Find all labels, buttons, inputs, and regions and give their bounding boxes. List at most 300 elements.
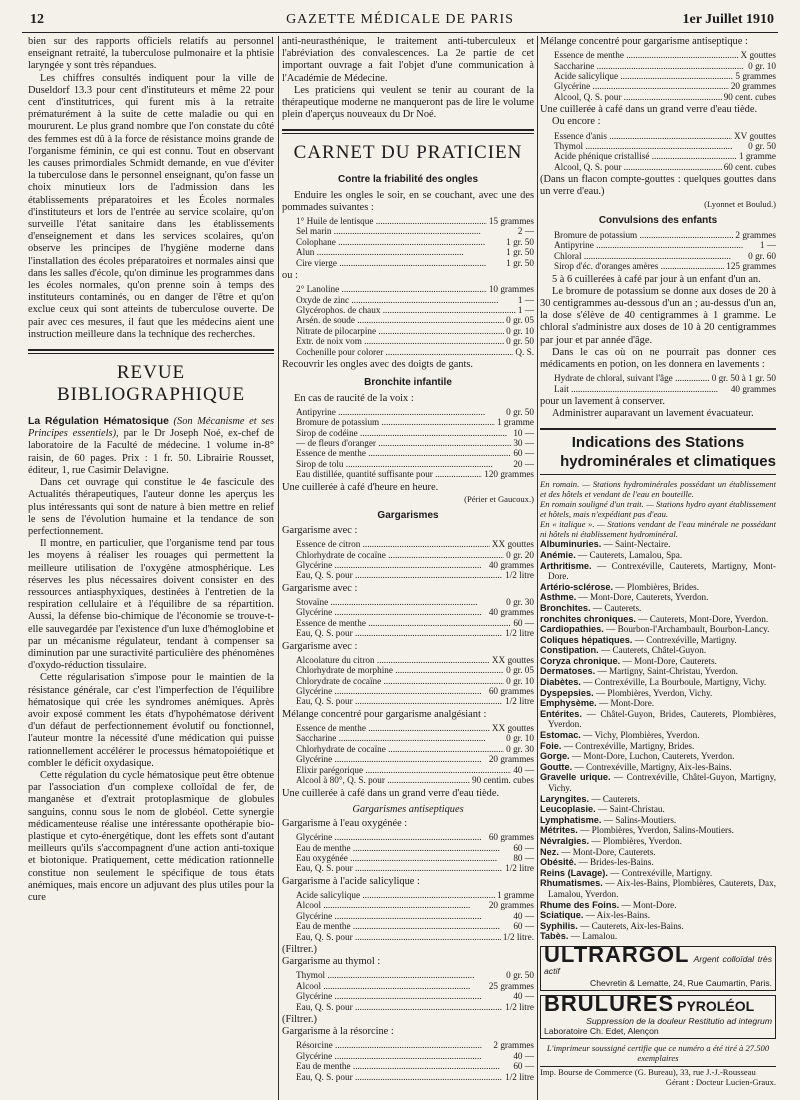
indication-item — [540, 666, 776, 677]
ad-name: BRULURES — [544, 991, 675, 1017]
ingredient: Chloral ..... — [554, 251, 746, 261]
formula-line — [296, 863, 534, 873]
formula — [554, 230, 776, 272]
column-divider — [537, 36, 538, 1100]
paragraph: Cette régularisation s'impose pour le maintien de la résistance générale, car c'est l'imperfection de l'équilibre hématosique qui crée les syndromes anémiques. Après avoir exposé comment les états d'hypohématose dérivent d'un défaut de perfectionnement évolutif ou fonctionnel, l'auteur montre la nécessité d'une médication qui puisse rationnellement accélérer le processus hématopoiétique et combler le déficit oxydasique. — [28, 672, 274, 769]
ingredient: Glycérine ..... — [296, 560, 487, 570]
indication-item — [540, 751, 776, 762]
article-reference: par le Dr Joseph Noé, ex-chef de laboratoire de la Faculté de médecine. 1 volume in-8° raisin, de 60 pages. Prix : 1 fr. 50. Librairie Rousset, éditeur, 1, rue Casimir Delavigne. — [28, 428, 274, 476]
indication-item — [540, 656, 776, 667]
indication-item — [540, 592, 776, 603]
indication-item — [540, 794, 776, 805]
indication-condition: Syphilis. — [540, 920, 578, 931]
printer-note: L'imprimeur soussigné certifie que ce numéro a été tiré à 27.500 exemplaires — [546, 1042, 770, 1063]
indication-condition: Lymphatisme. — [540, 814, 602, 825]
indication-stations: — Contrexéville, La Bourboule, Martigny, Vichy. — [583, 677, 767, 688]
indication-item — [540, 931, 776, 942]
formula-line — [296, 853, 534, 863]
quantity: 0 gr. 10 — [748, 60, 776, 71]
indication-item — [540, 730, 776, 741]
ingredient: Sirop de tolu ..... — [296, 459, 511, 469]
indication-stations: — Mont-Dore, Cauterets, Yverdon. — [578, 592, 709, 603]
formula — [554, 50, 776, 102]
carnet-title: CARNET DU PRATICIEN — [293, 142, 523, 164]
revue-title: REVUE BIBLIOGRAPHIQUE — [56, 362, 246, 406]
formula-line — [296, 1051, 534, 1061]
indication-stations: — Châtel-Guyon, Brides, Cauterets, Plombières, Yverdon. — [548, 708, 776, 730]
formula-line — [296, 696, 534, 706]
paragraph: Une cuillerée à café d'heure en heure. — [282, 481, 439, 493]
formula-line — [296, 284, 534, 294]
indication-stations: — Contrexéville, Châtel-Guyon, Martigny, Vichy. — [548, 772, 776, 793]
legend-line: En « italique ». — Stations vendant de l'eau minérale ne possédant ni hôtels ni établissement hydrominéral. — [540, 519, 776, 540]
indication-item — [540, 614, 776, 625]
quantity: 0 gr. 60 — [748, 250, 776, 261]
quantity: 0 gr. 30 — [506, 597, 534, 607]
paragraph: ou : — [282, 270, 298, 282]
indication-item — [540, 635, 776, 646]
indication-stations: — Saint-Christau. — [597, 804, 665, 815]
article-title: La Régulation Hématosique — [28, 416, 169, 428]
ingredient: Saccharine ..... — [296, 733, 504, 743]
quantity: 5 grammes — [735, 71, 776, 82]
ingredient: Chlorhydrate de morphine ..... — [296, 665, 504, 675]
indication-stations: — Martigny, Saint-Christau, Yverdon. — [597, 666, 738, 677]
formula-line — [296, 900, 534, 910]
indication-condition: Foie. — [540, 740, 562, 751]
ingredient: Glycérine ..... — [296, 991, 511, 1001]
quantity: 1/2 litre — [505, 1001, 534, 1012]
paragraph: Gargarisme avec : — [282, 582, 358, 594]
paragraph: (Dans un flacon compte-gouttes : quelques gouttes dans un verre d'eau.) — [540, 174, 776, 198]
indication-stations: — Aix-les-Bains, Plombières, Cauterets, Dax, Lamalou, Yverdon. — [548, 878, 776, 899]
indication-condition: Leucoplasie. — [540, 804, 596, 815]
quantity: 20 grammes — [488, 900, 534, 911]
quantity: 0 gr. 30 — [506, 743, 534, 754]
indication-condition: Dermatoses. — [540, 666, 596, 677]
ingredient: Eau, Q. S. pour ..... — [296, 570, 503, 580]
stations-title: Indications des Stations — [571, 434, 745, 452]
quantity: 60 — — [513, 448, 534, 459]
paragraph: En cas de raucité de la voix : — [294, 392, 414, 404]
paragraph: Gargarisme avec : — [282, 640, 358, 652]
indication-stations: — Plombières, Yverdon. — [591, 835, 682, 846]
ingredient: Eau distillée, quantité suffisante pour ..... — [296, 469, 482, 479]
quantity: 40 — — [513, 764, 534, 775]
indication-condition: Constipation. — [540, 645, 599, 656]
section-heading: Contre la friabilité des ongles — [337, 174, 479, 186]
ingredient: Cire vierge ..... — [296, 258, 504, 268]
formula-line — [296, 970, 534, 980]
quantity: 40 grammes — [730, 383, 776, 394]
indication-condition: Arthritisme. — [540, 560, 592, 571]
formula-line — [296, 744, 534, 754]
quantity: 60 cent. cubes — [723, 161, 776, 172]
brulures-ad — [540, 991, 776, 1038]
ingredient: Chlorydrate de cocaïne ..... — [296, 676, 504, 686]
ingredient: Colophane ..... — [296, 237, 504, 247]
ingredient: Essence de menthe ..... — [296, 723, 490, 733]
formula-line — [296, 655, 534, 665]
formula-line — [296, 226, 534, 236]
ingredient: Eau, Q. S. pour ..... — [296, 1002, 503, 1012]
ingredient: Glycérine ..... — [296, 1051, 511, 1061]
ingredient: Elixir parégorique ..... — [296, 765, 511, 775]
formula-line — [296, 723, 534, 733]
formula-line — [296, 1040, 534, 1050]
indication-condition: Cardiopathies. — [540, 624, 604, 635]
formula-line — [296, 469, 534, 479]
ad-brand: PYROLÉOL — [677, 998, 755, 1015]
quantity: 1 — — [759, 240, 776, 251]
quantity: 2 grammes — [493, 1040, 534, 1051]
formula-line — [296, 459, 534, 469]
indication-condition: Asthme. — [540, 592, 577, 603]
indication-item — [540, 603, 776, 614]
ingredient: Acide salicylique ..... — [554, 71, 733, 81]
ingredient: Glycérine ..... — [296, 911, 511, 921]
quantity: 1 — — [517, 305, 534, 316]
section-heading: Convulsions des enfants — [598, 214, 718, 226]
paragraph: Ou encore : — [552, 116, 601, 128]
quantity: 1 gramme — [497, 889, 534, 900]
ingredient: Saccharine ..... — [554, 61, 746, 71]
formula — [296, 723, 534, 785]
quantity: 40 — — [513, 910, 534, 921]
quantity: 10 grammes — [488, 284, 534, 295]
indication-item — [540, 772, 776, 793]
ingredient: Essence d'anis ..... — [554, 131, 732, 141]
gerant: Gérant : Docteur Lucien-Graux. — [665, 1076, 776, 1087]
indication-item — [540, 868, 776, 879]
ingredient: Alcool ..... — [296, 981, 487, 991]
section-heading: Gargarismes — [377, 509, 439, 521]
ingredient: Stovaïne ..... — [296, 597, 504, 607]
ad-tagline: Argent colloïdal très actif — [544, 953, 773, 977]
indication-item — [540, 645, 776, 656]
formula-line — [554, 81, 776, 91]
quantity: 20 grammes — [730, 81, 776, 92]
paragraph: bien sur des rapports officiels relatifs au personnel enseignant retraité, la tuberculose pulmonaire et la phtisie laryngée y sont très répandues. — [28, 36, 274, 72]
indication-stations: — Aix-les-Bains. — [585, 910, 651, 921]
quantity: 1/2 litre — [505, 696, 534, 707]
formula — [296, 1040, 534, 1082]
ingredient: Alcoolature du citron ..... — [296, 655, 490, 665]
paragraph: Dans le cas où on ne pourrait pas donner ces médicaments en potion, on les donnera en lavements : — [540, 346, 776, 370]
ingredient: — de fleurs d'oranger ..... — [296, 438, 511, 448]
quantity: XX gouttes — [491, 723, 534, 734]
formula — [296, 655, 534, 707]
section-heading: Gargarismes antiseptiques — [352, 803, 464, 815]
ingredient: Essence de menthe ..... — [296, 448, 511, 458]
ingredient: Oxyde de zinc ..... — [296, 295, 516, 305]
quantity: 20 grammes — [488, 754, 534, 765]
formula-line — [554, 141, 776, 151]
indication-item — [540, 804, 776, 815]
section-rule — [28, 349, 274, 354]
ingredient: Sel marin ..... — [296, 226, 516, 236]
formula — [296, 539, 534, 581]
quantity: 60 — — [513, 617, 534, 628]
indication-condition: Entérites. — [540, 708, 582, 719]
indication-stations: — Plombières, Yverdon, Salins-Moutiers. — [580, 825, 734, 836]
formula-line — [554, 373, 776, 383]
paragraph: (Filtrer.) — [282, 1014, 317, 1025]
indication-stations: — Cauterets, Châtel-Guyon. — [601, 645, 707, 656]
ingredient: Antipyrine ..... — [554, 240, 758, 250]
column-3 — [540, 36, 776, 1100]
formula-line — [554, 131, 776, 141]
paragraph: pour un lavement à conserver. — [540, 395, 665, 407]
indication-item — [540, 624, 776, 635]
ad-lab: Laboratoire Ch. Edet, Alençon — [544, 1025, 659, 1036]
indication-stations: — Vichy, Plombières, Yverdon. — [583, 730, 700, 741]
indication-stations: — Mont-Dore, Cauterets. — [561, 846, 656, 857]
paragraph: 5 à 6 cuillerées à café par jour à un enfant d'un an. — [552, 273, 761, 285]
formula-line — [554, 71, 776, 81]
formula-line — [554, 151, 776, 161]
indication-item — [540, 900, 776, 911]
formula — [296, 284, 534, 357]
quantity: 1 gr. 50 — [506, 236, 534, 247]
formula — [296, 597, 534, 639]
formula-line — [296, 560, 534, 570]
indication-item — [540, 741, 776, 752]
columns — [22, 36, 778, 1100]
indication-condition: Obésité. — [540, 857, 577, 868]
indication-item — [540, 709, 776, 730]
paragraph: Enduire les ongles le soir, en se couchant, avec une des pommades suivantes : — [282, 189, 534, 213]
signature: (Périer et Gaucoux.) — [464, 493, 534, 504]
ingredient: Essence de menthe ..... — [296, 618, 511, 628]
formula-line — [296, 890, 534, 900]
paragraph: Gargarisme à l'eau oxygénée : — [282, 817, 408, 829]
quantity: XX gouttes — [491, 654, 534, 665]
ingredient: Sirop de codéine ..... — [296, 428, 511, 438]
formula-line — [296, 1002, 534, 1012]
stations-title: hydrominérales et climatiques — [560, 453, 776, 471]
signature: (Lyonnet et Boulud.) — [704, 198, 776, 209]
indication-stations: — Mont-Dore. — [621, 899, 677, 910]
indication-stations: — Saint-Nectaire. — [603, 539, 671, 550]
formula-line — [296, 754, 534, 764]
indication-condition: Gravelle urique. — [540, 772, 611, 783]
indication-item — [540, 910, 776, 921]
indication-stations: — Contrexéville, Martigny, Aix-les-Bains. — [574, 761, 732, 772]
quantity: 2 grammes — [735, 229, 776, 240]
quantity: 0 gr. 10 — [506, 733, 534, 744]
indication-item — [540, 815, 776, 826]
quantity: 1/2 litre — [505, 628, 534, 639]
stations-legend — [540, 479, 776, 539]
formula-line — [296, 570, 534, 580]
indication-item — [540, 582, 776, 593]
indication-condition: Sciatique. — [540, 910, 584, 921]
indication-item — [540, 825, 776, 836]
formula-line — [296, 247, 534, 257]
indication-item — [540, 878, 776, 899]
ingredient: Glycérine ..... — [554, 81, 729, 91]
quantity: 2 — — [517, 226, 534, 237]
indication-stations: — Contrexéville, Martigny. — [634, 634, 737, 645]
article-subtitle: (Son Mécanisme et ses Principes essentiels), — [28, 416, 274, 440]
ingredient: Bromure de potassium ..... — [554, 230, 733, 240]
indication-condition: Névralgies. — [540, 835, 590, 846]
indication-condition: Gorge. — [540, 751, 570, 762]
indication-stations: — Cauterets, Aix-les-Bains. — [580, 920, 684, 931]
ingredient: Bromure de potassium ..... — [296, 417, 495, 427]
ingredient: Chlorhydrate de cocaïne ..... — [296, 744, 504, 754]
ingredient: 1° Huile de lentisque ..... — [296, 216, 487, 226]
indication-stations: — Cauterets, Mont-Dore, Yverdon. — [638, 613, 769, 624]
ingredient: Eau, Q. S. pour ..... — [296, 628, 503, 638]
paragraph: Mélange concentré pour gargarisme analgésiant : — [282, 708, 487, 720]
ingredient: Cochenille pour colorer ..... — [296, 347, 513, 357]
formula-line — [296, 448, 534, 458]
formula-line — [554, 61, 776, 71]
formula — [296, 407, 534, 480]
ingredient: Eau, Q. S. pour ..... — [296, 863, 503, 873]
paragraph: Recouvrir les ongles avec des doigts de gants. — [282, 359, 474, 371]
ingredient: Sirop d'éc. d'oranges amères ..... — [554, 261, 724, 271]
quantity: 60 — — [513, 921, 534, 932]
formula-line — [296, 216, 534, 226]
page-number: 12 — [30, 12, 44, 27]
formula-line — [296, 237, 534, 247]
ingredient: Essence de menthe ..... — [554, 50, 739, 60]
formula-line — [296, 550, 534, 560]
indication-condition: Coryza chronique. — [540, 655, 621, 666]
formula-line — [296, 733, 534, 743]
ingredient: Thymol ..... — [296, 970, 504, 980]
formula — [554, 373, 776, 394]
quantity: 25 grammes — [488, 980, 534, 991]
quantity: 0 gr. 50 — [506, 970, 534, 981]
indication-stations: — Plombières, Yverdon, Vichy. — [595, 687, 713, 698]
quantity: 40 — — [513, 1050, 534, 1061]
indication-item — [540, 561, 776, 582]
ad-tagline: Suppression de la douleur Restitutio ad integrum — [586, 1015, 772, 1026]
quantity: Q. S. — [515, 346, 534, 357]
ingredient: Chlorhydrate de cocaïne ..... — [296, 550, 504, 560]
indication-condition: Métrites. — [540, 825, 578, 836]
indications-list — [540, 539, 776, 942]
formula-line — [296, 775, 534, 785]
paragraph: Mélange concentré pour gargarisme antiseptique : — [540, 36, 748, 47]
paragraph: Gargarisme à l'acide salicylique : — [282, 875, 420, 887]
ingredient: Eau de menthe ..... — [296, 843, 511, 853]
indication-stations: — Cauterets, Lamalou, Spa. — [578, 549, 683, 560]
paragraph: Cette régulation du cycle hématosique peut être obtenue par l'association d'un complexe colloïdal de fer, de manganèse et d'extrait protoplasmique de globules sanguins, connu sous le nom de globéol. Cette synergie médicamenteuse réalise une intéressante opothérapie bio-plastique et cyto-énergétique, dont les effets sont d'autant meilleurs qu'ils s'accompagnent d'une action anti-toxique et biotonique. Pratiquement, cette médication rationnelle constitue non seulement le spécifique de tous états anémiques, mais encore un adjuvant des plus utiles pour la cure — [28, 769, 274, 903]
paragraph: anti-neurasthénique, le traitement anti-tuberculeux et l'abréviation des convalescences. La 2e partie de cet important ouvrage a fait l'objet d'une communication à l'Académie de Médecine. — [282, 36, 534, 84]
formula-line — [296, 607, 534, 617]
formula-line — [554, 240, 776, 250]
stations-header — [540, 428, 776, 475]
quantity: 15 grammes — [488, 216, 534, 227]
quantity: 0 gr. 50 — [506, 406, 534, 417]
formula-line — [554, 92, 776, 102]
indication-condition: Albuminuries. — [540, 539, 602, 550]
formula-line — [296, 911, 534, 921]
formula-line — [296, 981, 534, 991]
indication-condition: Tabès. — [540, 931, 569, 942]
indication-stations: — Contrexéville, Martigny. — [610, 867, 713, 878]
ingredient: Glycérine ..... — [296, 754, 487, 764]
ingredient: Résorcine ..... — [296, 1040, 491, 1050]
quantity: 30 — — [513, 437, 534, 448]
formula-line — [296, 921, 534, 931]
ingredient: Eau, Q. S. pour ..... — [296, 696, 503, 706]
formula-line — [296, 628, 534, 638]
indication-condition: Diabètes. — [540, 677, 581, 688]
legend-line: En romain souligné d'un trait. — Stations hydro ayant établissement et hôtels, mais n'expédiant pas d'eau. — [540, 499, 776, 520]
indication-item — [540, 836, 776, 847]
indication-item — [540, 847, 776, 858]
ingredient: Eau, Q. S. pour ..... — [296, 1072, 503, 1082]
ingredient: Eau de menthe ..... — [296, 1061, 511, 1071]
indication-item — [540, 857, 776, 868]
indication-condition: Coliques hépatiques. — [540, 634, 633, 645]
formula-line — [296, 1072, 534, 1082]
ingredient: Arsén. de soude ..... — [296, 315, 504, 325]
formula-line — [296, 765, 534, 775]
quantity: 80 — — [513, 852, 534, 863]
indication-condition: Reins (Lavage). — [540, 867, 608, 878]
quantity: 0 gr. 50 à 1 gr. 50 — [711, 373, 776, 384]
formula-line — [296, 347, 534, 357]
quantity: XX gouttes — [491, 539, 534, 550]
quantity: 90 centim. cubes — [472, 775, 534, 786]
quantity: 1 gr. 50 — [506, 247, 534, 258]
ad-name: ULTRARGOL — [544, 941, 690, 967]
formula — [554, 131, 776, 173]
paragraph: Il montre, en particulier, que l'organisme tend par tous les moyens à réaliser les rouages qui permettent la meilleure utilisation de l'oxygène atmosphérique. Les réserves les plus nécessaires doivent consister en des ressources antiasphyxiques, destinées à l'entretien de la respiration cellulaire et à l'équilibre de sa répartition. Aussi, la défense bio-chimique de l'économie se trouve-t-elle sauvegardée par l'existence d'un luxe d'hémoglobine et par un mécanisme régulateur, tendant à compenser sa diminution par une suractivité particulière des phénomènes d'oxydo-réduction tissulaire. — [28, 538, 274, 672]
indication-stations: — Contrexéville, Martigny, Brides. — [563, 740, 695, 751]
indication-item — [540, 539, 776, 550]
formula-line — [296, 258, 534, 268]
indication-condition: Dyspepsies. — [540, 687, 594, 698]
formula-line — [296, 407, 534, 417]
formula-line — [554, 162, 776, 172]
ingredient: Lait ..... — [554, 384, 729, 394]
ingredient: Extr. de noix vom ..... — [296, 336, 504, 346]
paragraph: Le bromure de potassium se donne aux doses de 20 à 30 centigrammes au-dessous d'un an ; au-dessus d'un an, la dose s'élève de 40 centigrammes à 1 gramme. Le chloral s'administre aux doses de 10 à 20 centigrammes par jour et par année d'âge. — [540, 285, 776, 346]
formula-line — [296, 438, 534, 448]
quantity: 0 gr. 50 — [748, 141, 776, 152]
quantity: XV gouttes — [734, 130, 776, 141]
formula-line — [296, 832, 534, 842]
formula-line — [296, 991, 534, 1001]
formula-line — [296, 597, 534, 607]
formula-line — [296, 326, 534, 336]
quantity: 10 — — [513, 427, 534, 438]
quantity: 1/2 litre — [505, 570, 534, 581]
indication-item — [540, 688, 776, 699]
ingredient: Glycérine ..... — [296, 686, 487, 696]
quantity: 1/2 litre — [505, 863, 534, 874]
formula-line — [296, 686, 534, 696]
ingredient: Alcool ..... — [296, 900, 487, 910]
column-divider — [278, 36, 279, 1100]
quantity: 120 grammes — [484, 469, 534, 480]
section-rule — [282, 129, 534, 134]
quantity: 60 — — [513, 1061, 534, 1072]
ingredient: Antipyrine ..... — [296, 407, 504, 417]
indication-condition: Rhumatismes. — [540, 878, 603, 889]
journal-title: GAZETTE MÉDICALE DE PARIS — [286, 12, 514, 27]
ingredient: Glycérine ..... — [296, 832, 487, 842]
formula-line — [296, 932, 534, 942]
